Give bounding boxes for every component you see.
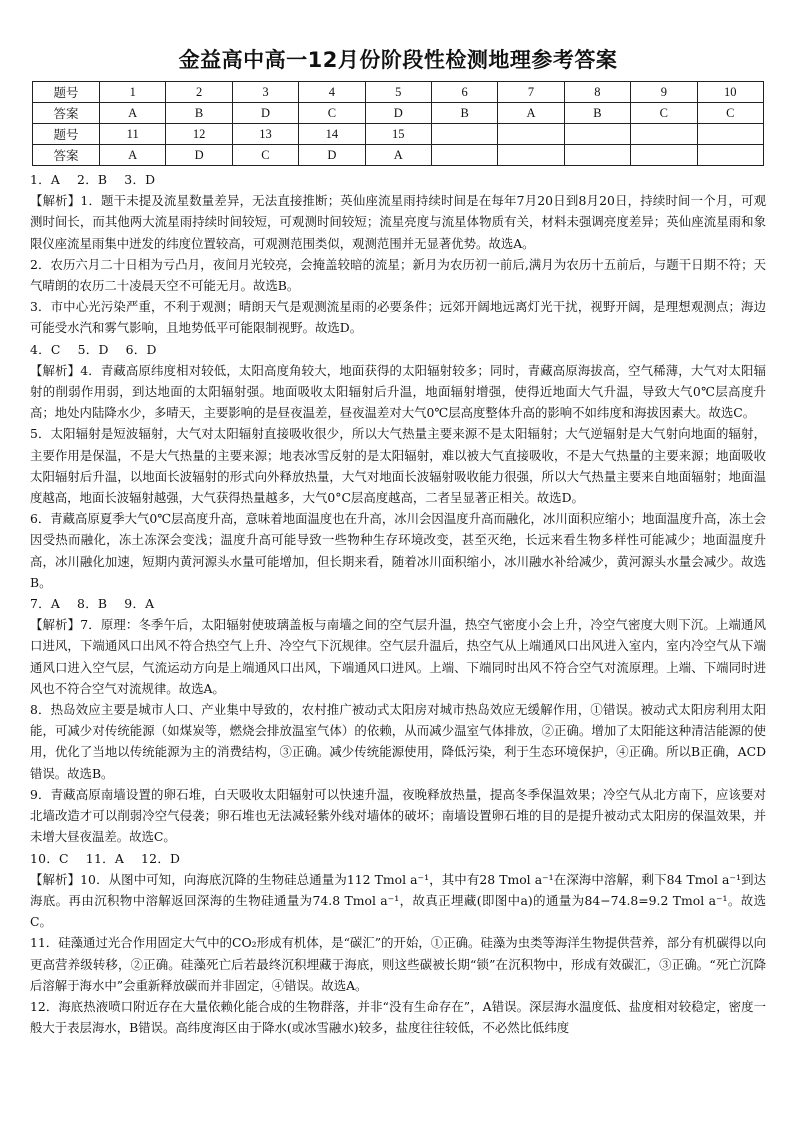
table-cell [697,145,763,166]
table-cell: C [697,103,763,124]
table-cell: A [365,145,431,166]
table-cell: 14 [299,124,365,145]
table-cell: 4 [299,82,365,103]
table-cell: C [232,145,298,166]
table-cell [631,124,697,145]
answer-explanations [30,169,766,1038]
table-cell: D [299,145,365,166]
explanation-paragraph: 9．青藏高原南墙设置的卵石堆，白天吸收太阳辐射可以快速升温，夜晚释放热量，提高冬季保温效果；冷空气从北方南下，应该要对北墙改造才可以削弱冷空气侵袭；卵石堆也无法减轻紫外线对墙体的破坏；南墙设置卵石堆的目的是提升被动式太阳房的保温效果，并未增大昼夜温差。故选C。 [30,786,766,845]
answer-line: 7．A 8．B 9．A [30,596,155,612]
explanation-paragraph: 2．农历六月二十日相为亏凸月，夜间月光较亮，会掩盖较暗的流星；新月为农历初一前后,满月为农历十五前后，与题干日期不符；天气晴朗的农历二十凌晨天空不可能无月。故选B。 [30,256,766,294]
answer-line: 10．C 11．A 12．D [30,850,181,866]
row-label: 题号 [33,124,100,145]
explanation-paragraph: 【解析】10．从图中可知，向海底沉降的生物硅总通量为112 Tmol a⁻¹，其中有28 Tmol a⁻¹在深海中溶解，剩下84 Tmol a⁻¹到达海底。再由沉积物中溶解返回深海的生物硅通量为74.8 Tmol a⁻¹，故真正埋藏(即图中a)的通量为84−74.8=9.2 Tmol a⁻¹。故选C。 [30,871,766,930]
row-label: 答案 [33,145,100,166]
table-cell [431,145,497,166]
explanation-paragraph: 【解析】7．原理：冬季午后，太阳辐射使玻璃盖板与南墙之间的空气层升温，热空气密度小会上升，冷空气密度大则下沉。上端通风口进风，下端通风口出风不符合热空气上升、冷空气下沉规律。空气层升温后，热空气从上端通风口出风进入室内，室内冷空气从下端通风口进入空气层，气流运动方向是上端通风口出风，下端通风口进风。上端、下端同时出风不符合空气对流原理。上端、下端同时进风也不符合空气对流规律。故选A。 [30,617,766,696]
table-cell: 9 [631,82,697,103]
table-cell: C [299,103,365,124]
table-cell: A [100,145,166,166]
explanation-paragraph: 【解析】4．青藏高原纬度相对较低，太阳高度角较大，地面获得的太阳辐射较多；同时，青藏高原海拔高，空气稀薄，大气对太阳辐射的削弱作用弱，到达地面的太阳辐射强。地面吸收太阳辐射后升温，地面辐射增强，使得近地面大气升温，导致大气0℃层高度升高；地处内陆降水少，多晴天，主要影响的是昼夜温差，昼夜温差对大气0℃层高度整体升高的影响不如纬度和海拔因素大。故选C。 [30,362,766,421]
table-cell: 3 [232,82,298,103]
table-cell: 5 [365,82,431,103]
table-cell: B [564,103,630,124]
table-cell: 7 [498,82,564,103]
explanation-paragraph: 6．青藏高原夏季大气0℃层高度升高，意味着地面温度也在升高，冰川会因温度升高而融化，冰川面积应缩小；地面温度升高，冻土会因受热而融化，冻土冻深会变浅；温度升高可能导致一些物种生存环境改变，甚至灭绝，长远来看生物多样性可能减少；地面温度升高，冰川融化加速，短期内黄河源头水量可能增加，但长期来看，随着冰川面积缩小，冰川融水补给减少，黄河源头水量会减少。故选B。 [30,511,766,590]
table-cell [498,145,564,166]
table-cell [697,124,763,145]
table-row [33,124,764,145]
table-cell: 15 [365,124,431,145]
table-cell: C [631,103,697,124]
table-cell [498,124,564,145]
explanation-paragraph: 3．市中心光污染严重，不利于观测；晴朗天气是观测流星雨的必要条件；远郊开阔地远离灯光干扰，视野开阔，是理想观测点；海边可能受水汽和雾气影响，且地势低平可能限制视野。故选D。 [30,299,766,336]
explanation-paragraph: 12．海底热液喷口附近存在大量依赖化能合成的生物群落，并非“没有生命存在”，A错误。深层海水温度低、盐度相对较稳定，密度一般大于表层海水，B错误。高纬度海区由于降水(或冰雪融水)较多，盐度往往较低，不必然比低纬度 [30,998,766,1036]
table-cell: 12 [166,124,232,145]
explanation-paragraph: 11．硅藻通过光合作用固定大气中的CO₂形成有机体，是“碳汇”的开始，①正确。硅藻为虫类等海洋生物提供营养，部分有机碳得以向更高营养级转移，②正确。硅藻死亡后若最终沉积埋藏于海底，则这些碳被长期“锁”在沉积物中，形成有效碳汇，③正确。“死亡沉降后溶解于海水中”会重新释放碳而并非固定，④错误。故选A。 [30,935,766,993]
row-label: 题号 [33,82,100,103]
table-cell [564,124,630,145]
explanation-paragraph: 8．热岛效应主要是城市人口、产业集中导致的，农村推广被动式太阳房对城市热岛效应无缓解作用，①错误。被动式太阳房利用太阳能，可减少对传统能源（如煤炭等，燃烧会排放温室气体）的依赖，从而减少温室气体排放，②正确。增加了太阳能这种清洁能源的使用，优化了当地以传统能源为主的消费结构，③正确。减少传统能源使用，降低污染，利于生态环境保护，④正确。所以B正确，ACD错误。故选B。 [30,702,766,781]
answer-line: 4．C 5．D 6．D [30,341,157,357]
answer-line: 1．A 2．B 3．D [30,172,156,187]
table-cell [631,145,697,166]
table-cell: 6 [431,82,497,103]
table-cell: D [232,103,298,124]
table-cell [431,124,497,145]
table-cell: A [100,103,166,124]
table-row [33,103,764,124]
table-cell: 8 [564,82,630,103]
table-cell: 2 [166,82,232,103]
table-row [33,145,764,166]
answer-table [32,81,764,166]
table-cell: 1 [100,82,166,103]
table-cell [564,145,630,166]
row-label: 答案 [33,103,100,124]
table-cell: 11 [100,124,166,145]
page-title: 金益高中高一12月份阶段性检测地理参考答案 [178,48,618,72]
explanation-paragraph: 5．太阳辐射是短波辐射，大气对太阳辐射直接吸收很少，所以大气热量主要来源不是太阳辐射；大气逆辐射是大气射向地面的辐射，主要作用是保温，不是大气热量的主要来源；地表冰雪反射的是太阳辐射，难以被大气直接吸收，不是大气热量的主要来源；地面吸收太阳辐射后升温，以地面长波辐射的形式向外释放热量，大气对地面长波辐射吸收能力很强，所以大气热量主要来自地面辐射；地面温度越高，地面长波辐射越强，大气获得热量越多，大气0°C层高度越高，二者呈显著正相关。故选D。 [30,426,766,506]
table-cell: B [431,103,497,124]
table-cell: A [498,103,564,124]
table-cell: 13 [232,124,298,145]
table-cell: 10 [697,82,763,103]
table-cell: D [166,145,232,166]
explanation-paragraph: 【解析】1．题干未提及流星数量差异，无法直接推断；英仙座流星雨持续时间是在每年7月20日到8月20日，持续时间一个月，可观测时间长，而其他两大流星雨持续时间较短，可观测时间较短；流星亮度与流星体物质有关，材料未强调亮度差异；英仙座流星雨和象限仪座流星雨集中迸发的纬度位置较高，可观测范围类似，观测范围并无显著优势。故选A。 [30,193,766,251]
table-cell: D [365,103,431,124]
table-cell: B [166,103,232,124]
table-row [33,82,764,103]
